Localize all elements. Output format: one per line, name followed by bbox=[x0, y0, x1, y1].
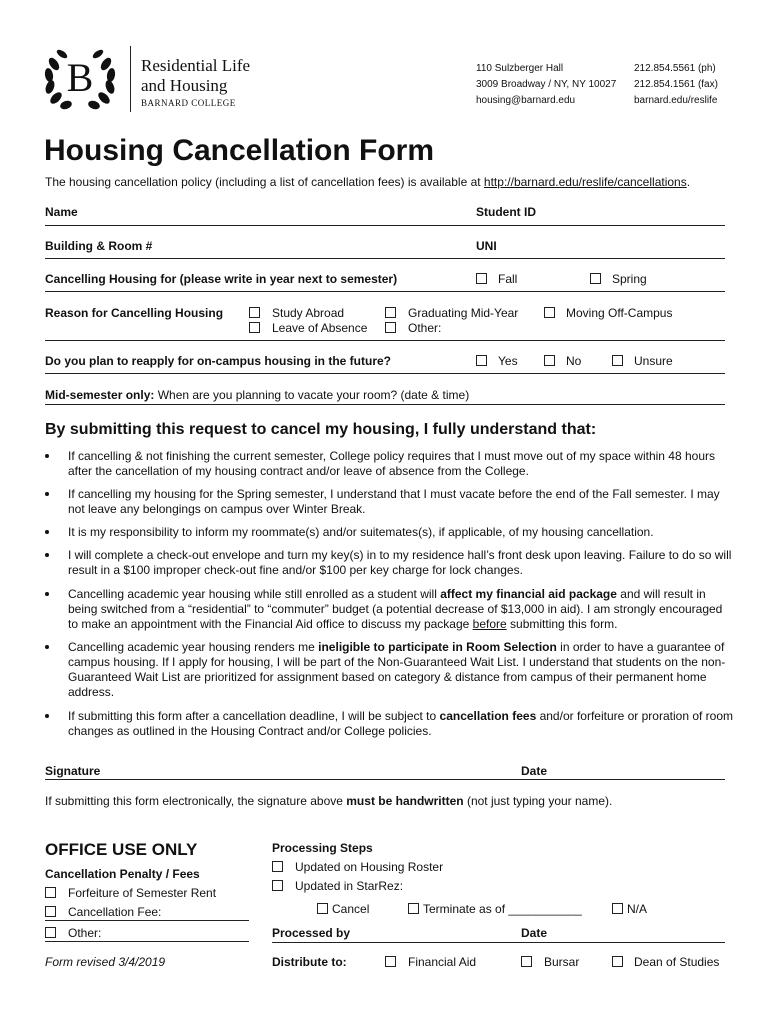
mid-semester-rest: When are you planning to vacate your room? (date & time) bbox=[154, 388, 470, 402]
bullet-icon bbox=[45, 492, 49, 496]
cancel-fee-line[interactable] bbox=[45, 920, 249, 921]
phone: 212.854.5561 (ph) bbox=[634, 63, 716, 74]
forfeiture-checkbox[interactable] bbox=[45, 887, 56, 898]
graduating-label: Graduating Mid-Year bbox=[408, 306, 519, 320]
email: housing@barnard.edu bbox=[476, 95, 576, 106]
bullet-text bbox=[68, 709, 733, 739]
other-fee-checkbox[interactable] bbox=[45, 927, 56, 938]
bullet-text: I will complete a check-out envelope and turn my key(s) in to my residence hall’s front desk upon leaving. Failure to do so will result in a $100 improper check-out fine and/or $100 per key charge for lock changes. bbox=[68, 548, 732, 577]
signature-note-part: (not just typing your name). bbox=[463, 794, 613, 808]
address-line1: 110 Sulzberger Hall bbox=[476, 63, 564, 74]
cancel-label: Cancel bbox=[332, 902, 370, 916]
org-name-line1: Residential Life bbox=[141, 56, 251, 75]
vacate-line[interactable] bbox=[45, 404, 725, 405]
other-fee-label: Other: bbox=[68, 926, 102, 940]
bullet-icon bbox=[45, 530, 49, 534]
other-fee-line[interactable] bbox=[45, 941, 249, 942]
student-id-label: Student ID bbox=[476, 205, 536, 219]
fax: 212.854.1561 (fax) bbox=[634, 79, 718, 90]
bursar-label: Bursar bbox=[544, 955, 580, 969]
dean-checkbox[interactable] bbox=[612, 956, 623, 967]
no-checkbox[interactable] bbox=[544, 355, 555, 366]
study-abroad-checkbox[interactable] bbox=[249, 307, 260, 318]
building-room-label: Building & Room # bbox=[45, 239, 153, 253]
bullet-text-part: Cancelling academic year housing while still enrolled as a student will bbox=[68, 587, 441, 601]
bullet-text: If cancelling my housing for the Spring semester, I understand that I must vacate before the end of the Fall semester. I may not leave any belongings on campus over Winter Break. bbox=[68, 487, 720, 516]
bullet-text-part: If submitting this form after a cancellation deadline, I will be subject to bbox=[68, 709, 440, 723]
signature-note-bold: must be handwritten bbox=[346, 794, 464, 808]
roster-label: Updated on Housing Roster bbox=[295, 860, 444, 874]
intro-end: . bbox=[686, 175, 691, 189]
org-name-line2: and Housing bbox=[141, 76, 228, 95]
form-revised: Form revised 3/4/2019 bbox=[45, 955, 166, 969]
starrez-checkbox[interactable] bbox=[272, 880, 283, 891]
dean-label: Dean of Studies bbox=[634, 955, 720, 969]
financial-aid-checkbox[interactable] bbox=[385, 956, 396, 967]
no-label: No bbox=[566, 354, 582, 368]
logo-letter: B bbox=[66, 55, 94, 100]
header-divider bbox=[130, 46, 131, 112]
bullet-text-bold: affect my financial aid package bbox=[440, 587, 617, 601]
building-line[interactable] bbox=[45, 258, 725, 259]
processing-steps-label: Processing Steps bbox=[272, 841, 373, 855]
bullet-text-bold: ineligible to participate in Room Selection bbox=[318, 640, 557, 654]
bullet-text-part: in order to have a guarantee of campus housing. If I apply for housing, I will be part of the Non-Guaranteed Wait List. I understand that students on the non-Guaranteed Wait List are prioritized for assignment based on category & distance from campus of their permanent home address. bbox=[68, 640, 726, 699]
website: barnard.edu/reslife bbox=[634, 95, 718, 106]
moving-label: Moving Off-Campus bbox=[566, 306, 673, 320]
signature-note-part: If submitting this form electronically, the signature above bbox=[45, 794, 347, 808]
unsure-label: Unsure bbox=[634, 354, 673, 368]
na-checkbox[interactable] bbox=[612, 903, 623, 914]
page-title: Housing Cancellation Form bbox=[44, 134, 435, 167]
leave-absence-label: Leave of Absence bbox=[272, 321, 368, 335]
bullet-text-part: and will result in being switched from a “residential” to “commuter” budget (a potential decrease of $13,000 in aid). I am strongly encouraged to make an appointment with the Financial Aid office to discuss my package bbox=[68, 587, 723, 631]
fall-checkbox[interactable] bbox=[476, 273, 487, 284]
bullet-icon bbox=[45, 714, 49, 718]
cancel-fee-label: Cancellation Fee: bbox=[68, 905, 162, 919]
bullet-text-bold: cancellation fees bbox=[439, 709, 537, 723]
signature-date-label: Date bbox=[521, 764, 548, 778]
processed-date-label: Date bbox=[521, 926, 548, 940]
spring-label: Spring bbox=[612, 272, 647, 286]
bullet-icon bbox=[45, 454, 49, 458]
reason-line bbox=[45, 340, 725, 341]
financial-aid-label: Financial Aid bbox=[408, 955, 477, 969]
reapply-label: Do you plan to reapply for on-campus housing in the future? bbox=[45, 354, 392, 368]
bullet-text-part: Cancelling academic year housing renders me bbox=[68, 640, 319, 654]
office-heading: OFFICE USE ONLY bbox=[45, 840, 198, 859]
semester-line bbox=[45, 291, 725, 292]
penalty-label: Cancellation Penalty / Fees bbox=[45, 867, 200, 881]
uni-label: UNI bbox=[476, 239, 497, 253]
bullet-text: It is my responsibility to inform my roommate(s) and/or suitemates(s), if applicable, of my housing cancellation. bbox=[68, 525, 654, 539]
yes-checkbox[interactable] bbox=[476, 355, 487, 366]
moving-checkbox[interactable] bbox=[544, 307, 555, 318]
bullet-text-part: and/or forfeiture or proration of room changes as outlined in the Housing Contract and/or College policies. bbox=[68, 709, 734, 738]
processed-by-label: Processed by bbox=[272, 926, 351, 940]
forfeiture-label: Forfeiture of Semester Rent bbox=[68, 886, 217, 900]
signature-line[interactable] bbox=[45, 779, 725, 780]
bursar-checkbox[interactable] bbox=[521, 956, 532, 967]
logo bbox=[40, 44, 120, 114]
spring-checkbox[interactable] bbox=[590, 273, 601, 284]
unsure-checkbox[interactable] bbox=[612, 355, 623, 366]
bullet-text-underlined: before bbox=[472, 617, 507, 631]
bullet-text bbox=[68, 640, 733, 700]
cancel-fee-checkbox[interactable] bbox=[45, 906, 56, 917]
intro-text bbox=[45, 175, 690, 189]
bullet-icon bbox=[45, 592, 49, 596]
org-college: BARNARD COLLEGE bbox=[141, 98, 236, 108]
graduating-checkbox[interactable] bbox=[385, 307, 396, 318]
bullet-text bbox=[68, 587, 733, 632]
fall-label: Fall bbox=[498, 272, 518, 286]
policy-link[interactable]: http://barnard.edu/reslife/cancellations bbox=[483, 175, 687, 189]
bullet-text-part: submitting this form. bbox=[506, 617, 618, 631]
name-label: Name bbox=[45, 205, 78, 219]
other-reason-checkbox[interactable] bbox=[385, 322, 396, 333]
other-reason-label: Other: bbox=[408, 321, 442, 335]
study-abroad-label: Study Abroad bbox=[272, 306, 345, 320]
signature-note bbox=[45, 794, 612, 808]
leave-absence-checkbox[interactable] bbox=[249, 322, 260, 333]
yes-label: Yes bbox=[498, 354, 518, 368]
distribute-label: Distribute to: bbox=[272, 955, 347, 969]
terminate-checkbox[interactable] bbox=[408, 903, 419, 914]
mid-semester-text bbox=[45, 388, 469, 402]
bullet-text: If cancelling & not finishing the current semester, College policy requires that I must move out of my space within 48 hours after the cancellation of my housing contract and/or leave of absence from the College. bbox=[68, 449, 715, 478]
cancel-checkbox[interactable] bbox=[317, 903, 328, 914]
processed-line[interactable] bbox=[272, 942, 725, 943]
address-line2: 3009 Broadway / NY, NY 10027 bbox=[476, 79, 617, 90]
mid-semester-bold: Mid-semester only: bbox=[45, 388, 155, 402]
name-line[interactable] bbox=[45, 225, 725, 226]
terminate-label: Terminate as of ___________ bbox=[423, 902, 582, 916]
bullet-icon bbox=[45, 553, 49, 557]
signature-label: Signature bbox=[45, 764, 101, 778]
na-label: N/A bbox=[627, 902, 648, 916]
roster-checkbox[interactable] bbox=[272, 861, 283, 872]
understand-heading: By submitting this request to cancel my housing, I fully understand that: bbox=[45, 421, 597, 438]
cancelling-for-label: Cancelling Housing for (please write in year next to semester) bbox=[45, 272, 398, 286]
intro-body: The housing cancellation policy (including a list of cancellation fees) is available at bbox=[45, 175, 484, 189]
reason-label: Reason for Cancelling Housing bbox=[45, 306, 224, 320]
reapply-line bbox=[45, 373, 725, 374]
starrez-label: Updated in StarRez: bbox=[295, 879, 404, 893]
bullet-icon bbox=[45, 645, 49, 649]
